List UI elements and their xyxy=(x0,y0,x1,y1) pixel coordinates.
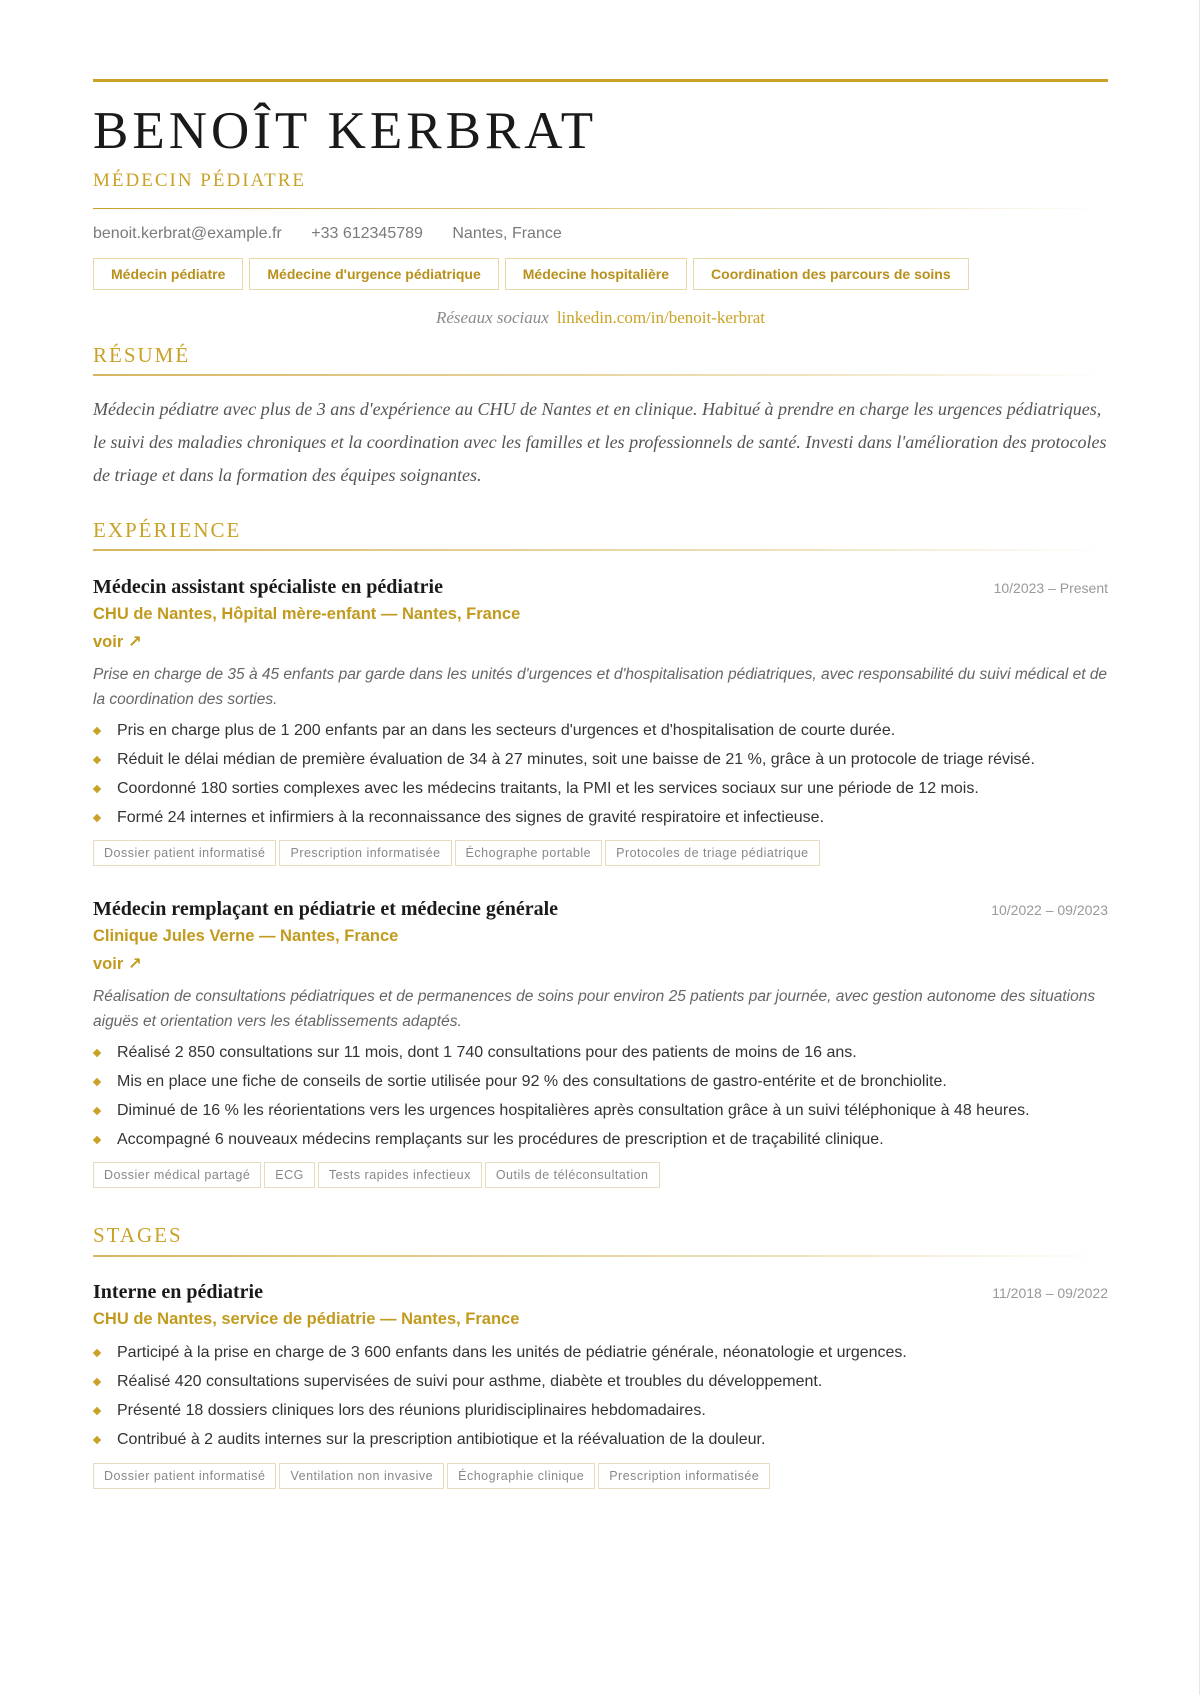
candidate-name: BENOÎT KERBRAT xyxy=(93,102,598,160)
specialty-chip: Médecine hospitalière xyxy=(505,258,687,290)
diamond-bullet-icon xyxy=(93,1107,101,1115)
skill-tag: Tests rapides infectieux xyxy=(318,1162,482,1188)
list-item: Réduit le délai médian de première évaluation de 34 à 27 minutes, soit une baisse de 21 %, grâce à un protocole de triage révisé. xyxy=(93,748,1108,777)
diamond-bullet-icon xyxy=(93,814,101,822)
header-divider xyxy=(93,208,1108,209)
diamond-bullet-icon xyxy=(93,1349,101,1357)
diamond-bullet-icon xyxy=(93,1378,101,1386)
contact-email[interactable]: benoit.kerbrat@example.fr xyxy=(93,225,282,242)
job-link[interactable]: voir ↗ xyxy=(93,633,142,651)
job-dates: 10/2023 – Present xyxy=(993,580,1108,596)
job-title: Médecin assistant spécialiste en pédiatrie xyxy=(93,576,443,598)
list-item: Participé à la prise en charge de 3 600 enfants dans les unités de pédiatrie générale, néonatologie et urgences. xyxy=(93,1341,1108,1370)
contact-location: Nantes, France xyxy=(452,225,562,242)
skill-tag: Dossier patient informatisé xyxy=(93,840,276,866)
list-item: Formé 24 internes et infirmiers à la reconnaissance des signes de gravité respiratoire et infectieuse. xyxy=(93,806,1108,835)
job-tags xyxy=(93,840,823,866)
social-label: Réseaux sociaux xyxy=(435,308,549,327)
summary-heading: RÉSUMÉ xyxy=(93,343,191,367)
job-company: Clinique Jules Verne — Nantes, France xyxy=(93,927,399,945)
list-item: Réalisé 2 850 consultations sur 11 mois, dont 1 740 consultations pour des patients de moins de 16 ans. xyxy=(93,1041,1108,1070)
summary-divider xyxy=(93,374,1108,376)
job-bullets xyxy=(93,719,1108,835)
job-tags xyxy=(93,1162,663,1188)
list-item: Mis en place une fiche de conseils de sortie utilisée pour 92 % des consultations de gastro-entérite et de bronchiolite. xyxy=(93,1070,1108,1099)
diamond-bullet-icon xyxy=(93,1436,101,1444)
skill-tag: Outils de téléconsultation xyxy=(485,1162,660,1188)
job-dates: 11/2018 – 09/2022 xyxy=(992,1285,1108,1301)
candidate-role: MÉDECIN PÉDIATRE xyxy=(93,170,307,191)
specialty-chip: Médecine d'urgence pédiatrique xyxy=(249,258,498,290)
list-item: Accompagné 6 nouveaux médecins remplaçants sur les procédures de prescription et de traçabilité clinique. xyxy=(93,1128,1108,1157)
social-links xyxy=(93,308,1108,328)
internships-heading: STAGES xyxy=(93,1223,183,1247)
skill-tag: Protocoles de triage pédiatrique xyxy=(605,840,820,866)
skill-tag: Échographie clinique xyxy=(447,1463,595,1489)
job-title: Interne en pédiatrie xyxy=(93,1281,263,1303)
job-description: Prise en charge de 35 à 45 enfants par garde dans les unités d'urgences et d'hospitalisation pédiatriques, avec responsabilité du suivi médical et de la coordination des sorties. xyxy=(93,666,1108,708)
list-item: Réalisé 420 consultations supervisées de suivi pour asthme, diabète et troubles du développement. xyxy=(93,1370,1108,1399)
job-bullets xyxy=(93,1041,1108,1157)
linkedin-link[interactable]: linkedin.com/in/benoit-kerbrat xyxy=(556,308,766,327)
specialty-chips xyxy=(93,258,975,290)
contact-line xyxy=(93,225,587,243)
specialty-chip: Coordination des parcours de soins xyxy=(693,258,969,290)
skill-tag: Dossier médical partagé xyxy=(93,1162,261,1188)
skill-tag: Prescription informatisée xyxy=(279,840,451,866)
diamond-bullet-icon xyxy=(93,756,101,764)
job-bullets xyxy=(93,1341,1108,1457)
summary-text: Médecin pédiatre avec plus de 3 ans d'expérience au CHU de Nantes et en clinique. Habitué à prendre en charge les urgences pédiatriques, le suivi des maladies chroniques et la coordination avec les familles et les professionnels de santé. Investi dans l'amélioration des protocoles de triage et dans la formation des équipes soignantes. xyxy=(93,399,1107,485)
skill-tag: Dossier patient informatisé xyxy=(93,1463,276,1489)
diamond-bullet-icon xyxy=(93,785,101,793)
diamond-bullet-icon xyxy=(93,1407,101,1415)
list-item: Pris en charge plus de 1 200 enfants par an dans les secteurs d'urgences et d'hospitalisation de courte durée. xyxy=(93,719,1108,748)
job-tags xyxy=(93,1463,773,1489)
top-rule xyxy=(93,79,1108,82)
diamond-bullet-icon xyxy=(93,1136,101,1144)
job-company: CHU de Nantes, service de pédiatrie — Nantes, France xyxy=(93,1310,520,1328)
internships-divider xyxy=(93,1255,1108,1257)
skill-tag: Ventilation non invasive xyxy=(279,1463,444,1489)
job-link[interactable]: voir ↗ xyxy=(93,955,142,973)
diamond-bullet-icon xyxy=(93,1049,101,1057)
skill-tag: Prescription informatisée xyxy=(598,1463,770,1489)
skill-tag: ECG xyxy=(264,1162,315,1188)
list-item: Contribué à 2 audits internes sur la prescription antibiotique et la réévaluation de la douleur. xyxy=(93,1428,1108,1457)
list-item: Présenté 18 dossiers cliniques lors des réunions pluridisciplinaires hebdomadaires. xyxy=(93,1399,1108,1428)
job-dates: 10/2022 – 09/2023 xyxy=(991,902,1108,918)
list-item: Diminué de 16 % les réorientations vers les urgences hospitalières après consultation grâce à un suivi téléphonique à 48 heures. xyxy=(93,1099,1108,1128)
job-company: CHU de Nantes, Hôpital mère-enfant — Nantes, France xyxy=(93,605,521,623)
diamond-bullet-icon xyxy=(93,1078,101,1086)
specialty-chip: Médecin pédiatre xyxy=(93,258,243,290)
list-item: Coordonné 180 sorties complexes avec les médecins traitants, la PMI et les services sociaux sur une période de 12 mois. xyxy=(93,777,1108,806)
contact-phone[interactable]: +33 612345789 xyxy=(311,225,423,242)
diamond-bullet-icon xyxy=(93,727,101,735)
experience-heading: EXPÉRIENCE xyxy=(93,518,242,542)
job-title: Médecin remplaçant en pédiatrie et médecine générale xyxy=(93,898,559,920)
job-description: Réalisation de consultations pédiatriques et de permanences de soins pour environ 25 patients par journée, avec gestion autonome des situations aiguës et orientation vers les établissements adaptés. xyxy=(93,988,1096,1030)
skill-tag: Échographe portable xyxy=(455,840,603,866)
experience-divider xyxy=(93,549,1108,551)
